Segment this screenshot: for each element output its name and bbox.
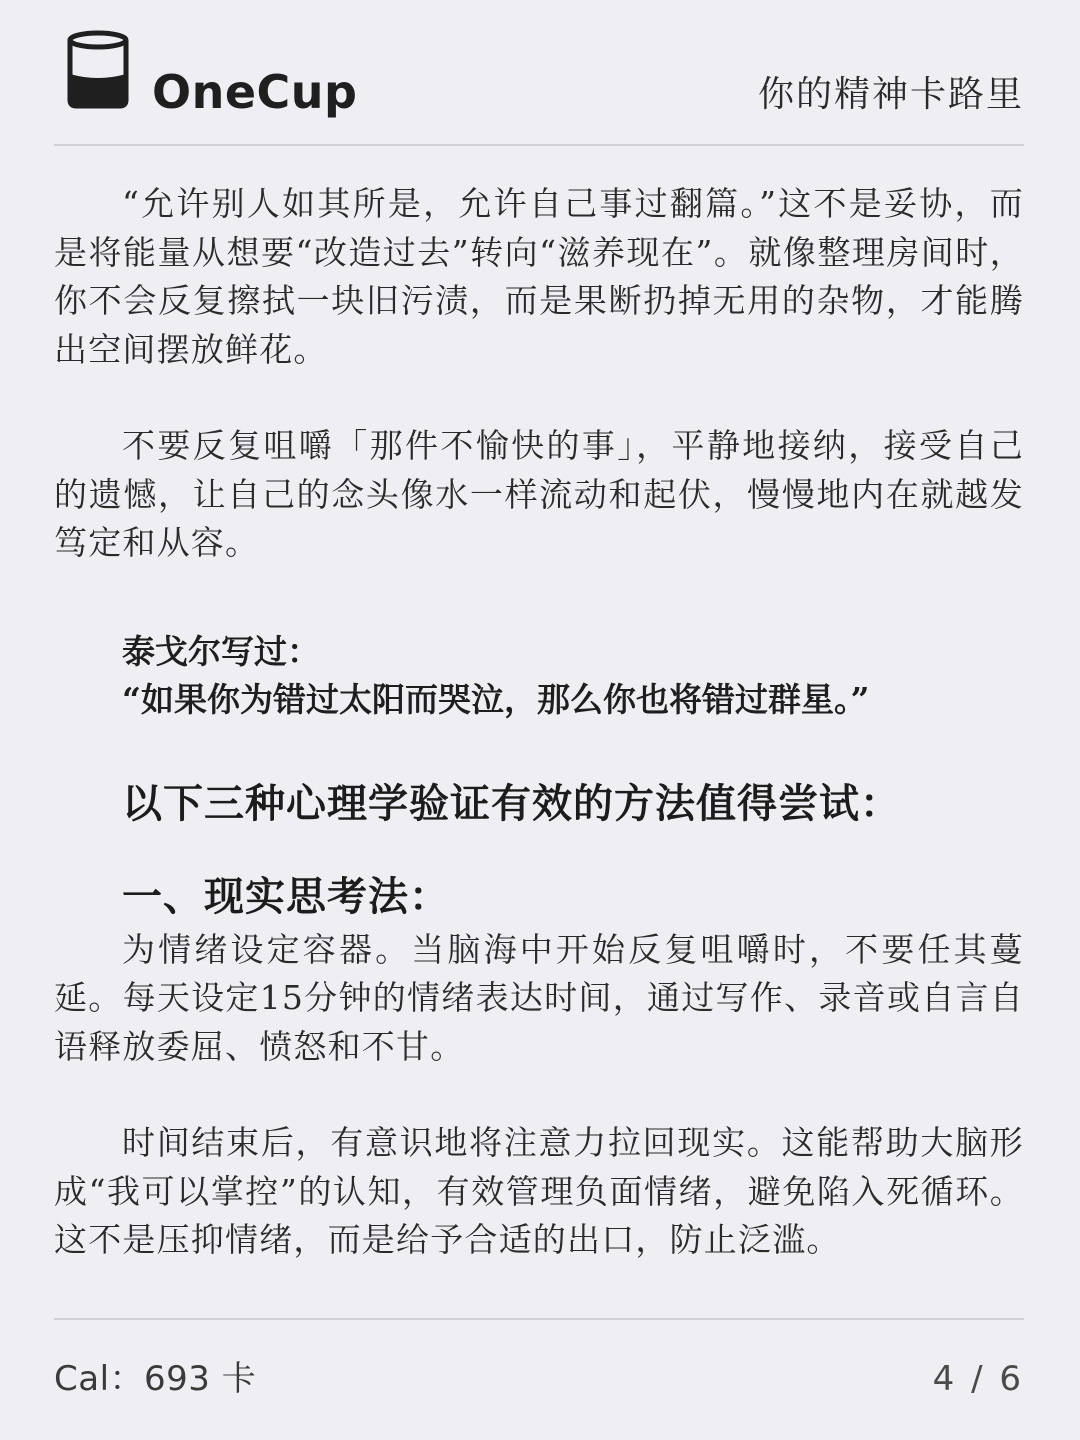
paragraph-1: “允许别人如其所是，允许自己事过翻篇。”这不是妥协，而是将能量从想要“改造过去”转向“滋养现在”。就像整理房间时，你不会反复擦拭一块旧污渍，而是果断扔掉无用的杂物，才能腾出空间摆放鲜花。	[54, 184, 1024, 369]
footer	[0, 1320, 1080, 1440]
cup-icon	[66, 30, 130, 110]
page-indicator: 4 / 6	[932, 1359, 1024, 1399]
header	[0, 0, 1080, 146]
subsection-heading: 一、现实思考法：	[122, 872, 450, 920]
section-heading: 以下三种心理学验证有效的方法值得尝试：	[122, 779, 901, 827]
quote-intro: 泰戈尔写过：	[122, 631, 320, 671]
article-body	[54, 180, 1024, 1265]
calorie-count: Cal：693 卡	[54, 1359, 257, 1399]
paragraph-3: 为情绪设定容器。当脑海中开始反复咀嚼时，不要任其蔓延。每天设定15分钟的情绪表达时间，通过写作、录音或自言自语释放委屈、愤怒和不甘。	[54, 929, 1024, 1066]
quote-text: “如果你为错过太阳而哭泣，那么你也将错过群星。”	[122, 679, 870, 719]
paragraph-2: 不要反复咀嚼「那件不愉快的事」，平静地接纳，接受自己的遗憾，让自己的念头像水一样流动和起伏，慢慢地内在就越发笃定和从容。	[54, 426, 1024, 562]
brand-name: OneCup	[152, 65, 358, 119]
header-divider	[54, 144, 1024, 146]
quote-block	[54, 628, 1024, 724]
paragraph-4: 时间结束后，有意识地将注意力拉回现实。这能帮助大脑形成“我可以掌控”的认知，有效管理负面情绪，避免陷入死循环。这不是压抑情绪，而是给予合适的出口，防止泛滥。	[54, 1123, 1024, 1259]
tagline: 你的精神卡路里	[757, 74, 1024, 115]
